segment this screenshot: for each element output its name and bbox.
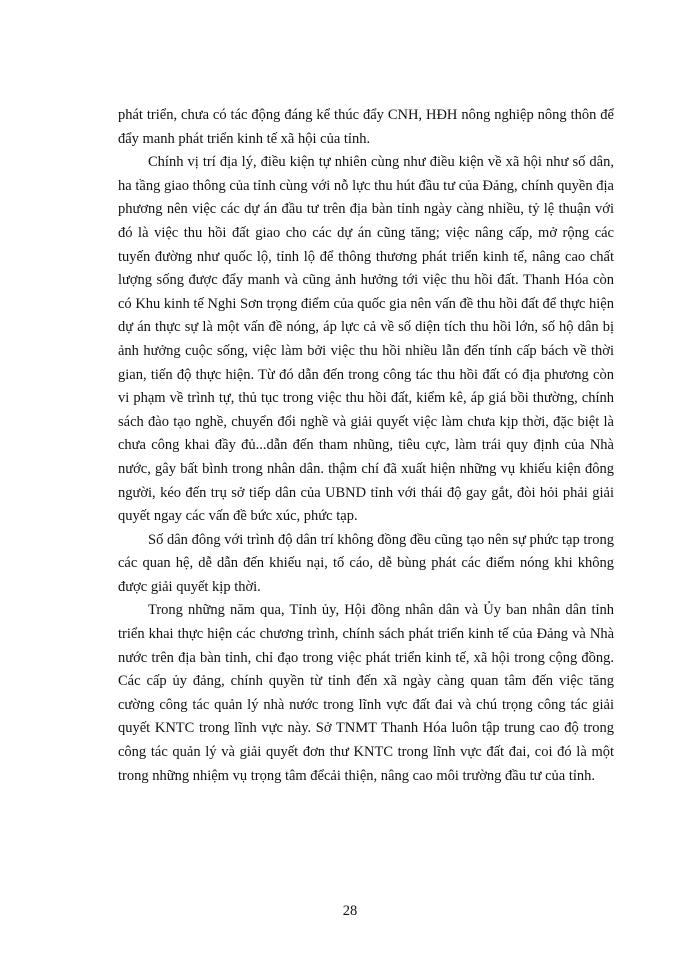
body-text	[118, 104, 614, 788]
page-number: 28	[342, 903, 358, 919]
paragraph-provincial-efforts: Trong những năm qua, Tỉnh ủy, Hội đồng nhân dân và Ủy ban nhân dân tỉnh triển khai thực hiện các chương trình, chính sách phát triển kinh tế của Đảng và Nhà nước trên địa bàn tỉnh, chỉ đạo trong việc phát triển kinh tế, xã hội trong cộng đồng. Các cấp ủy đảng, chính quyền từ tỉnh đến xã ngày càng quan tâm đến việc tăng cường công tác quản lý nhà nước trong lĩnh vực đất đai và chú trọng công tác giải quyết KNTC trong lĩnh vực này. Sở TNMT Thanh Hóa luôn tập trung cao độ trong công tác quản lý và giải quyết đơn thư KNTC trong lĩnh vực đất đai, coi đó là một trong những nhiệm vụ trọng tâm đểcải thiện, nâng cao môi trường đầu tư của tỉnh.	[118, 602, 614, 784]
paragraph-location-conditions: Chính vị trí địa lý, điều kiện tự nhiên cùng như điều kiện về xã hội như số dân, ha tầng giao thông của tỉnh cùng với nỗ lực thu hút đầu tư của Đảng, chính quyền địa phương nên việc các dự án đầu tư trên địa bàn tỉnh ngày càng nhiều, tỷ lệ thuận với đó là việc thu hồi đất giao cho các dự án cũng tăng; việc nâng cấp, mở rộng các tuyến đường như quốc lộ, tỉnh lộ để thông thương phát triển kinh tế, nâng cao chất lượng sống được đẩy manh và cũng ảnh hưởng tới việc thu hồi đất. Thanh Hóa còn có Khu kinh tế Nghi Sơn trọng điểm của quốc gia nên vấn đề thu hồi đất để thực hiện dự án thực sự là một vấn đề nóng, áp lực cả về số diện tích thu hồi lớn, số hộ dân bị ảnh hưởng cuộc sống, việc làm bởi việc thu hồi nhiều lẫn đến tính cấp bách về thời gian, tiến độ thực hiện. Từ đó dẫn đến trong công tác thu hồi đất có địa phương còn vi phạm về trình tự, thủ tục trong việc thu hồi đất, kiểm kê, áp giá bồi thường, chính sách đào tạo nghề, chuyển đổi nghề và giải quyết việc làm chưa kịp thời, đặc biệt là chưa công khai đầy đủ...dẫn đến tham nhũng, tiêu cực, làm trái quy định của Nhà nước, gây bất bình trong nhân dân. thậm chí đã xuất hiện những vụ khiếu kiện đông người, kéo đến trụ sở tiếp dân của UBND tỉnh với thái độ gay gắt, đòi hỏi phải giải quyết ngay các vấn đề bức xúc, phức tạp.	[118, 154, 614, 525]
paragraph-population: Số dân đông với trình độ dân trí không đồng đều cũng tạo nên sự phức tạp trong các quan hệ, dễ dẫn đến khiếu nại, tố cáo, dễ bùng phát các điểm nóng khi không được giải quyết kịp thời.	[118, 531, 614, 595]
paragraph-continuation: phát triển, chưa có tác động đáng kể thúc đẩy CNH, HĐH nông nghiệp nông thôn để đẩy manh phát triển kinh tế xã hội của tỉnh.	[118, 107, 614, 147]
